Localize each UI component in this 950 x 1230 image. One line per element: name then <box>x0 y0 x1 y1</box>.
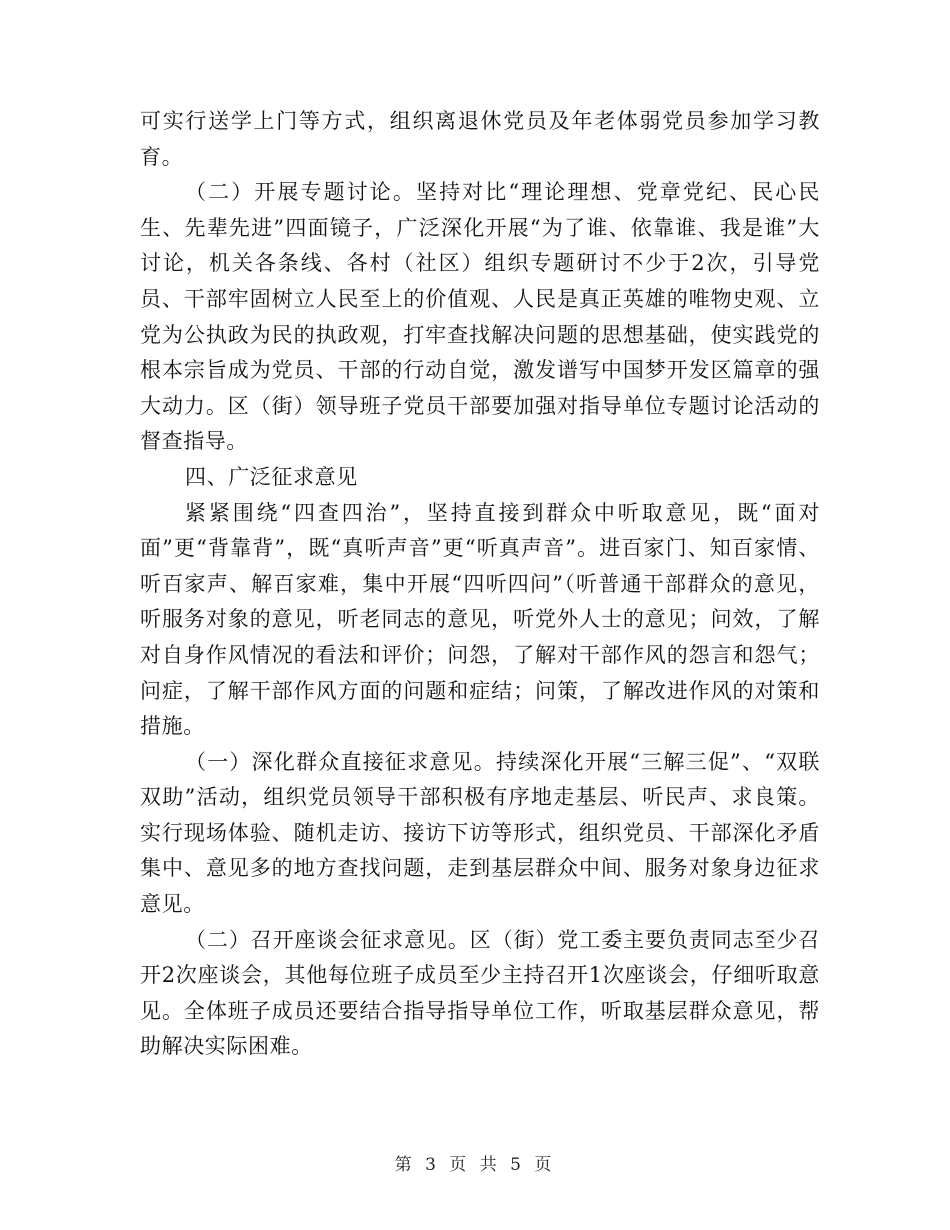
section-heading-solicit-opinions: 四、广泛征求意见 <box>185 464 358 489</box>
paragraph-direct-opinion: （一）深化群众直接征求意见。持续深化开展“三解三促”、“双联双助”活动，组织党员领导干部积极有序地走基层、听民声、求良策。实行现场体验、随机走访、接访下访等形式，组织党员、干部深化矛盾集中、意见多的地方查找问题，走到基层群众中间、服务对象身边征求意见。 <box>140 749 820 917</box>
paragraph-continued: 可实行送学上门等方式，组织离退休党员及年老体弱党员参加学习教育。 <box>140 109 820 169</box>
paragraph-section-intro: 紧紧围绕“四查四治”，坚持直接到群众中听取意见，既“面对面”更“背靠背”，既“真听声音”更“听真声音”。进百家门、知百家情、听百家声、解百家难，集中开展“四听四问”（听普通干部群众的意见，听服务对象的意见，听老同志的意见，听党外人士的意见；问效，了解对自身作风情况的看法和评价；问怨，了解对干部作风的怨言和怨气；问症，了解干部作风方面的问题和症结；问策，了解改进作风的对策和措施。 <box>140 500 820 739</box>
document-body <box>140 104 820 1065</box>
paragraph-topic-discussion: （二）开展专题讨论。坚持对比“理论理想、党章党纪、民心民生、先辈先进”四面镜子，广泛深化开展“为了谁、依靠谁、我是谁”大讨论，机关各条线、各村（社区）组织专题研讨不少于2次，引导党员、干部牢固树立人民至上的价值观、人民是真正英雄的唯物史观、立党为公执政为民的执政观，打牢查找解决问题的思想基础，使实践党的根本宗旨成为党员、干部的行动自觉，激发谱写中国梦开发区篇章的强大动力。区（街）领导班子党员干部要加强对指导单位专题讨论活动的督查指导。 <box>140 180 820 454</box>
page-number-footer: 第 3 页 共 5 页 <box>394 1155 556 1175</box>
paragraph-symposium: （二）召开座谈会征求意见。区（街）党工委主要负责同志至少召开2次座谈会，其他每位班子成员至少主持召开1次座谈会，仔细听取意见。全体班子成员还要结合指导指导单位工作，听取基层群众意见，帮助解决实际困难。 <box>140 927 820 1059</box>
